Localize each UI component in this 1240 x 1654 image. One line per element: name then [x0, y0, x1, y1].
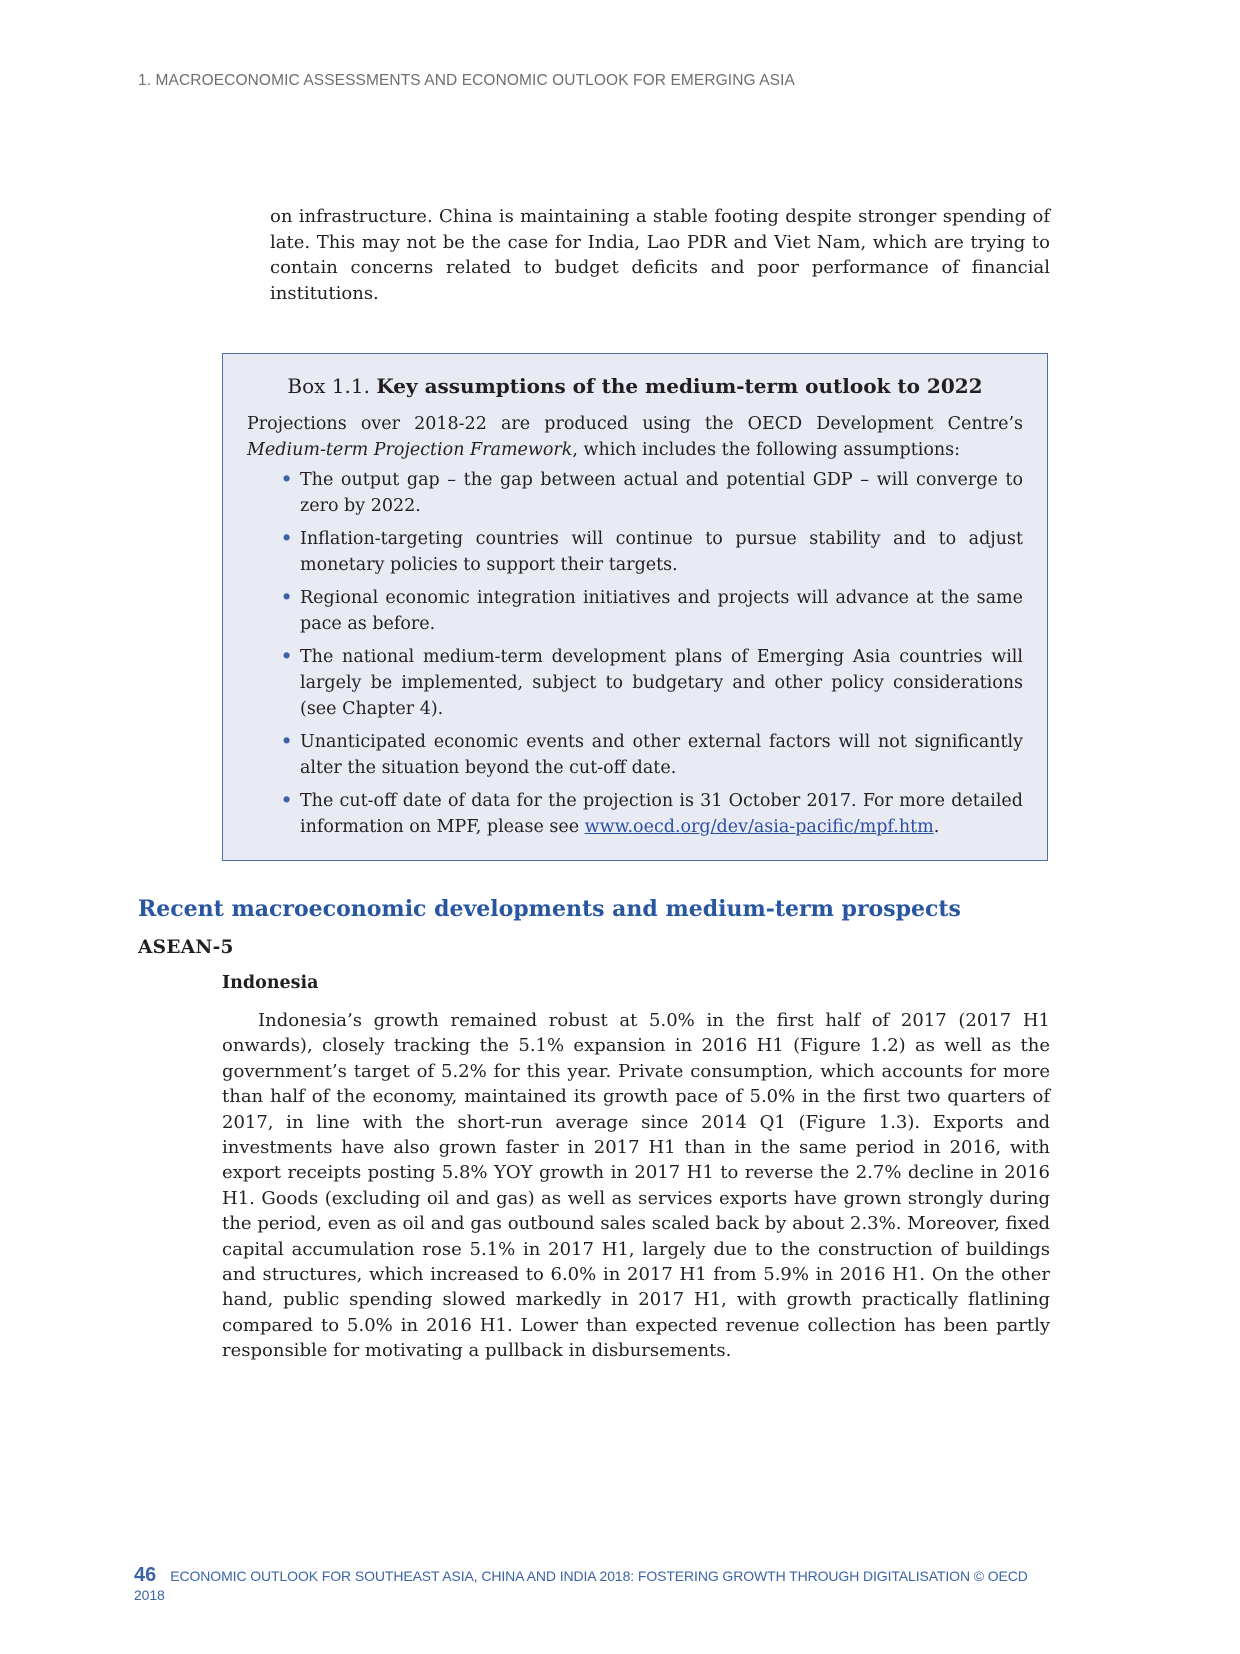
- page-number: 46: [134, 1564, 157, 1586]
- running-head: 1. MACROECONOMIC ASSESSMENTS AND ECONOMIC OUTLOOK FOR EMERGING ASIA: [138, 72, 795, 89]
- box-title: [247, 372, 1023, 400]
- list-item-text: The national medium-term development plans of Emerging Asia countries will largely be implemented, subject to budgetary and other policy considerations (see Chapter 4).: [300, 647, 1023, 719]
- list-item: [277, 585, 1023, 637]
- list-item-text: The output gap – the gap between actual and potential GDP – will converge to zero by 2022.: [300, 470, 1023, 516]
- mpf-link[interactable]: www.oecd.org/dev/asia-pacific/mpf.htm: [584, 817, 934, 837]
- assumptions-box: [222, 353, 1048, 861]
- section-heading: Recent macroeconomic developments and medium-term prospects: [138, 896, 961, 922]
- bullet-icon: •: [281, 470, 293, 490]
- country-heading: Indonesia: [222, 973, 319, 993]
- box-intro-italic: Medium-term Projection Framework: [247, 439, 573, 460]
- box-intro-end: , which includes the following assumptions:: [572, 439, 961, 460]
- box-intro: [247, 412, 1023, 463]
- bullet-icon: •: [281, 529, 293, 549]
- list-item-text: The cut-off date of data for the projection is 31 October 2017. For more detailed information on MPF, please see: [300, 791, 1023, 837]
- box-intro-text: Projections over 2018-22 are produced using the OECD Development Centre’s: [247, 414, 1023, 434]
- list-item: [277, 644, 1023, 722]
- subsection-heading: ASEAN-5: [138, 937, 234, 958]
- intro-paragraph: on infrastructure. China is maintaining a stable footing despite stronger spending of late. This may not be the case for India, Lao PDR and Viet Nam, which are trying to contain concerns related to budget deficits and poor performance of financial institutions.: [270, 206, 1050, 304]
- box-heading: Key assumptions of the medium-term outlook to 2022: [376, 374, 983, 398]
- bullet-icon: •: [281, 588, 293, 608]
- list-item-end: .: [933, 817, 940, 837]
- assumptions-list: [247, 467, 1023, 840]
- list-item-text: Regional economic integration initiatives and projects will advance at the same pace as before.: [300, 588, 1023, 634]
- bullet-icon: •: [281, 647, 293, 667]
- box-number: Box 1.1.: [287, 374, 370, 398]
- list-item: [277, 526, 1023, 578]
- bullet-icon: •: [281, 732, 293, 752]
- page-footer: [134, 1564, 1054, 1605]
- list-item: [277, 788, 1023, 840]
- body-paragraph: Indonesia’s growth remained robust at 5.0% in the first half of 2017 (2017 H1 onwards), closely tracking the 5.1% expansion in 2016 H1 (Figure 1.2) as well as the government’s target of 5.2% for this year. Private consumption, which accounts for more than half of the economy, maintained its growth pace of 5.0% in the first two quarters of 2017, in line with the short-run average since 2014 Q1 (Figure 1.3). Exports and investments have also grown faster in 2017 H1 than in the same period in 2016, with export receipts posting 5.8% YOY growth in 2017 H1 to reverse the 2.7% decline in 2016 H1. Goods (excluding oil and gas) as well as services exports have grown strongly during the period, even as oil and gas outbound sales scaled back by about 2.3%. Moreover, fixed capital accumulation rose 5.1% in 2017 H1, largely due to the construction of buildings and structures, which increased to 6.0% in 2017 H1 from 5.9% in 2016 H1. On the other hand, public spending slowed markedly in 2017 H1, with growth practically flatlining compared to 5.0% in 2016 H1. Lower than expected revenue collection has been partly responsible for motivating a pullback in disbursements.: [222, 1010, 1050, 1362]
- list-item-text: Inflation-targeting countries will continue to pursue stability and to adjust monetary policies to support their targets.: [300, 529, 1023, 575]
- list-item-text: Unanticipated economic events and other external factors will not significantly alter the situation beyond the cut-off date.: [300, 732, 1023, 778]
- list-item: [277, 467, 1023, 519]
- bullet-icon: •: [281, 791, 293, 811]
- list-item: [277, 729, 1023, 781]
- footer-text: ECONOMIC OUTLOOK FOR SOUTHEAST ASIA, CHINA AND INDIA 2018: FOSTERING GROWTH THROUGH DIGITALISATION © OECD 2018: [134, 1568, 1028, 1603]
